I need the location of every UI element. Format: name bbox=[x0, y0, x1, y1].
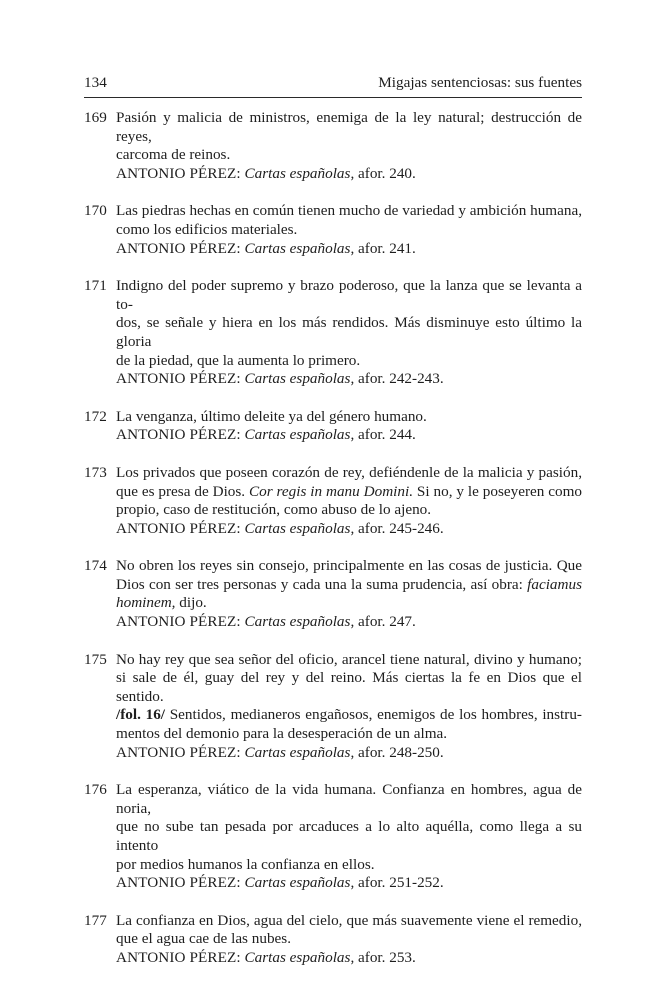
citation-work: Cartas españolas bbox=[244, 239, 351, 257]
text-span: Sentidos, medianeros engañosos, enemigos de los hombres, instru- bbox=[165, 706, 582, 724]
text-line bbox=[116, 576, 582, 595]
text-line: La confianza en Dios, agua del cielo, que más suavemente viene el remedio, bbox=[116, 911, 582, 929]
aphorism-number: 172 bbox=[84, 407, 107, 425]
citation-work: Cartas españolas bbox=[244, 426, 351, 444]
aphorism-text bbox=[116, 557, 582, 631]
aphorism-171 bbox=[84, 277, 582, 389]
aphorism-175 bbox=[84, 651, 582, 763]
source-citation bbox=[116, 613, 582, 632]
latin-phrase: faciamus bbox=[527, 575, 582, 593]
citation-work: Cartas españolas bbox=[244, 948, 351, 966]
aphorism-176 bbox=[84, 781, 582, 893]
text-line: dos, se señale y hiera en los más rendidos. Más disminuye esto último la gloria bbox=[116, 314, 582, 350]
text-span: que es presa de Dios. bbox=[116, 482, 249, 500]
aphorism-number: 177 bbox=[84, 911, 107, 929]
citation-author: ANTONIO PÉREZ: bbox=[116, 370, 241, 388]
aphorism-number: 174 bbox=[84, 557, 107, 575]
aphorism-text bbox=[116, 781, 582, 893]
aphorism-text bbox=[116, 109, 582, 183]
citation-work: Cartas españolas bbox=[244, 874, 351, 892]
text-span: dijo. bbox=[175, 594, 207, 612]
citation-ref: , afor. 240. bbox=[350, 164, 416, 182]
text-line: por medios humanos la confianza en ellos. bbox=[116, 855, 375, 873]
aphorism-number: 176 bbox=[84, 781, 107, 799]
source-citation bbox=[116, 520, 582, 539]
text-line: No obren los reyes sin consejo, principalmente en las cosas de justicia. Que bbox=[116, 557, 582, 575]
citation-ref: , afor. 241. bbox=[350, 239, 416, 257]
source-citation bbox=[116, 744, 582, 763]
aphorism-text bbox=[116, 277, 582, 389]
running-title: Migajas sentenciosas: sus fuentes bbox=[378, 74, 582, 91]
latin-phrase: hominem, bbox=[116, 594, 176, 612]
citation-work: Cartas españolas bbox=[244, 164, 351, 182]
citation-work: Cartas españolas bbox=[244, 743, 351, 761]
aphorism-number: 170 bbox=[84, 202, 107, 220]
text-span: Si no, y le poseyeren como bbox=[413, 482, 582, 500]
citation-ref: , afor. 253. bbox=[350, 948, 416, 966]
citation-ref: , afor. 247. bbox=[350, 613, 416, 631]
text-span: Dios con ser tres personas y cada una la suma prudencia, así obra: bbox=[116, 575, 528, 593]
aphorism-text bbox=[116, 651, 582, 763]
aphorism-number: 171 bbox=[84, 277, 107, 295]
source-citation bbox=[116, 370, 582, 389]
text-line: como los edificios materiales. bbox=[116, 220, 298, 238]
text-line: La venganza, último deleite ya del género humano. bbox=[116, 407, 427, 425]
citation-author: ANTONIO PÉREZ: bbox=[116, 426, 241, 444]
text-line: No hay rey que sea señor del oficio, arancel tiene natural, divino y humano; bbox=[116, 650, 582, 668]
aphorism-text bbox=[116, 202, 582, 258]
citation-author: ANTONIO PÉREZ: bbox=[116, 239, 241, 257]
citation-work: Cartas españolas bbox=[244, 613, 351, 631]
aphorism-173 bbox=[84, 464, 582, 538]
text-line: que no sube tan pesada por arcaduces a lo alto aquélla, como llega a su intento bbox=[116, 818, 582, 854]
source-citation bbox=[116, 949, 582, 968]
text-line: si sale de él, guay del rey y del reino. Más ciertas la fe en Dios que el sentido. bbox=[116, 669, 582, 705]
aphorism-list bbox=[84, 109, 582, 987]
aphorism-172 bbox=[84, 408, 582, 445]
text-line: Indigno del poder supremo y brazo poderoso, que la lanza que se levanta a to- bbox=[116, 277, 582, 313]
source-citation bbox=[116, 874, 582, 893]
page-number: 134 bbox=[84, 74, 107, 91]
text-line: Los privados que poseen corazón de rey, defiéndenle de la malicia y pasión, bbox=[116, 463, 582, 481]
citation-author: ANTONIO PÉREZ: bbox=[116, 164, 241, 182]
source-citation bbox=[116, 165, 582, 184]
text-line: Las piedras hechas en común tienen mucho de variedad y ambición humana, bbox=[116, 202, 582, 220]
aphorism-170 bbox=[84, 202, 582, 258]
citation-work: Cartas españolas bbox=[244, 519, 351, 537]
aphorism-number: 169 bbox=[84, 109, 107, 126]
header-rule bbox=[84, 97, 582, 98]
aphorism-number: 173 bbox=[84, 463, 107, 481]
text-line: mentos del demonio para la desesperación de un alma. bbox=[116, 725, 448, 743]
text-line: de la piedad, que la aumenta lo primero. bbox=[116, 351, 361, 369]
citation-author: ANTONIO PÉREZ: bbox=[116, 519, 241, 537]
aphorism-169 bbox=[84, 109, 582, 183]
citation-ref: , afor. 244. bbox=[350, 426, 416, 444]
aphorism-174 bbox=[84, 557, 582, 631]
citation-author: ANTONIO PÉREZ: bbox=[116, 948, 241, 966]
aphorism-177 bbox=[84, 912, 582, 968]
text-line bbox=[116, 483, 582, 502]
source-citation bbox=[116, 240, 582, 259]
source-citation bbox=[116, 426, 582, 445]
running-head bbox=[84, 74, 582, 92]
citation-author: ANTONIO PÉREZ: bbox=[116, 743, 241, 761]
citation-ref: , afor. 251-252. bbox=[350, 874, 444, 892]
text-line: propio, caso de restitución, como abuso de lo ajeno. bbox=[116, 501, 432, 519]
latin-phrase: Cor regis in manu Domini. bbox=[249, 482, 414, 500]
aphorism-text bbox=[116, 464, 582, 538]
text-line bbox=[116, 594, 582, 613]
text-line: carcoma de reinos. bbox=[116, 146, 231, 164]
citation-author: ANTONIO PÉREZ: bbox=[116, 874, 241, 892]
aphorism-text bbox=[116, 912, 582, 968]
text-line: Pasión y malicia de ministros, enemiga de la ley natural; destrucción de reyes, bbox=[116, 109, 582, 145]
text-line bbox=[116, 706, 582, 725]
aphorism-text bbox=[116, 408, 582, 445]
aphorism-number: 175 bbox=[84, 650, 107, 668]
folio-marker: /fol. 16/ bbox=[116, 706, 166, 724]
citation-ref: , afor. 245-246. bbox=[350, 519, 444, 537]
citation-ref: , afor. 242-243. bbox=[350, 370, 444, 388]
text-line: que el agua cae de las nubes. bbox=[116, 930, 291, 948]
citation-ref: , afor. 248-250. bbox=[350, 743, 444, 761]
text-line: La esperanza, viático de la vida humana. Confianza en hombres, agua de noria, bbox=[116, 781, 582, 817]
citation-author: ANTONIO PÉREZ: bbox=[116, 613, 241, 631]
citation-work: Cartas españolas bbox=[244, 370, 351, 388]
